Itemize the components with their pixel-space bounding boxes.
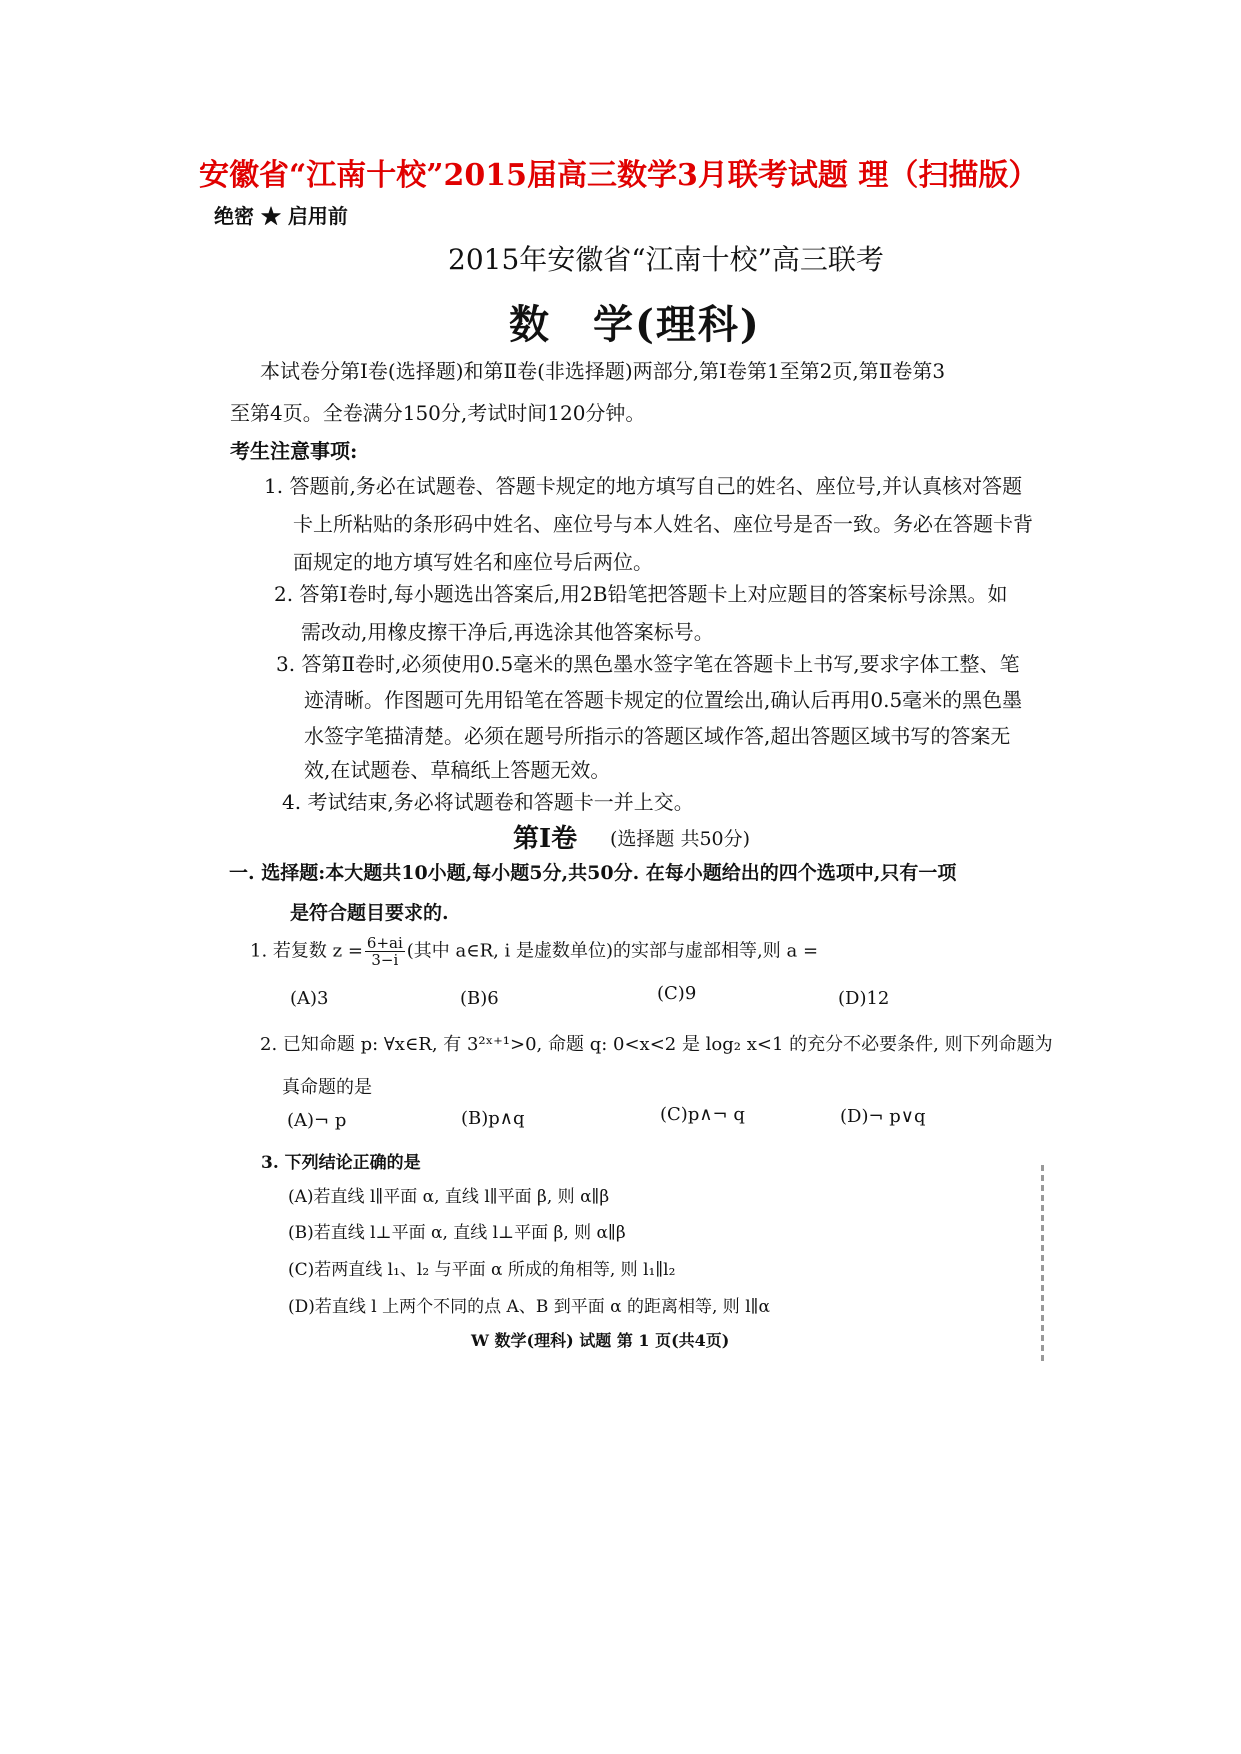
question-3-option-b: (B)若直线 l⊥平面 α, 直线 l⊥平面 β, 则 α∥β bbox=[288, 1223, 626, 1243]
question-1-stem bbox=[250, 935, 818, 968]
question-1-option-d: (D)12 bbox=[838, 988, 890, 1009]
intro-line-2: 至第4页。全卷满分150分,考试时间120分钟。 bbox=[230, 401, 646, 425]
part-1-subtitle: (选择题 共50分) bbox=[610, 828, 751, 850]
page-footer: W 数学(理科) 试题 第 1 页(共4页) bbox=[471, 1331, 730, 1350]
question-1-suffix: (其中 a∈R, i 是虚数单位)的实部与虚部相等,则 a = bbox=[406, 940, 819, 962]
notice-item-3-line-4: 效,在试题卷、草稿纸上答题无效。 bbox=[304, 758, 611, 782]
notice-item-3-line-2: 迹清晰。作图题可先用铅笔在答题卡规定的位置绘出,确认后再用0.5毫米的黑色墨 bbox=[304, 688, 1023, 712]
question-3-option-c: (C)若两直线 l₁、l₂ 与平面 α 所成的角相等, 则 l₁∥l₂ bbox=[288, 1260, 676, 1280]
notice-heading: 考生注意事项: bbox=[230, 439, 358, 463]
part-1-title: 第Ⅰ卷 bbox=[513, 824, 578, 854]
question-1-option-b: (B)6 bbox=[460, 988, 499, 1009]
scan-edge-mark bbox=[1041, 1165, 1044, 1365]
fraction-numerator: 6+ai bbox=[366, 934, 403, 952]
section-1-line-2: 是符合题目要求的. bbox=[290, 902, 449, 924]
subject-title: 数 学(理科) bbox=[509, 301, 761, 348]
question-2-line-1: 2. 已知命题 p: ∀x∈R, 有 3²ˣ⁺¹>0, 命题 q: 0<x<2 是 log₂ x<1 的充分不必要条件, 则下列命题为 bbox=[260, 1034, 1053, 1055]
notice-item-3-line-3: 水签字笔描清楚。必须在题号所指示的答题区域作答,超出答题区域书写的答案无 bbox=[304, 724, 1011, 748]
secret-label: 绝密 ★ 启用前 bbox=[214, 204, 348, 228]
question-1-option-a: (A)3 bbox=[290, 988, 329, 1009]
question-2-option-c: (C)p∧¬ q bbox=[660, 1104, 745, 1125]
question-2-option-b: (B)p∧q bbox=[461, 1108, 525, 1129]
question-1-prefix: 1. 若复数 z = bbox=[250, 940, 363, 962]
question-1-option-c: (C)9 bbox=[657, 983, 697, 1004]
notice-item-1-line-3: 面规定的地方填写姓名和座位号后两位。 bbox=[293, 550, 653, 574]
question-2-option-a: (A)¬ p bbox=[287, 1110, 347, 1131]
section-1-line-1: 一. 选择题:本大题共10小题,每小题5分,共50分. 在每小题给出的四个选项中,只有一项 bbox=[229, 862, 957, 884]
document-title: 安徽省“江南十校”2015届高三数学3月联考试题 理（扫描版） bbox=[199, 158, 1039, 193]
notice-item-3-line-1: 3. 答第Ⅱ卷时,必须使用0.5毫米的黑色墨水签字笔在答题卡上书写,要求字体工整、笔 bbox=[276, 652, 1020, 676]
notice-item-2-line-1: 2. 答第Ⅰ卷时,每小题选出答案后,用2B铅笔把答题卡上对应题目的答案标号涂黑。如 bbox=[274, 582, 1008, 606]
question-2-line-2: 真命题的是 bbox=[282, 1077, 372, 1098]
question-3-option-d: (D)若直线 l 上两个不同的点 A、B 到平面 α 的距离相等, 则 l∥α bbox=[288, 1297, 770, 1317]
notice-item-1-line-1: 1. 答题前,务必在试题卷、答题卡规定的地方填写自己的姓名、座位号,并认真核对答题 bbox=[264, 474, 1023, 498]
question-3-stem: 3. 下列结论正确的是 bbox=[261, 1153, 421, 1173]
notice-item-4: 4. 考试结束,务必将试题卷和答题卡一并上交。 bbox=[282, 790, 694, 814]
intro-line-1: 本试卷分第Ⅰ卷(选择题)和第Ⅱ卷(非选择题)两部分,第Ⅰ卷第1至第2页,第Ⅱ卷第3 bbox=[260, 359, 946, 383]
question-1-fraction bbox=[365, 935, 405, 968]
question-2-option-d: (D)¬ p∨q bbox=[840, 1106, 926, 1127]
fraction-denominator: 3−i bbox=[371, 951, 399, 969]
question-3-option-a: (A)若直线 l∥平面 α, 直线 l∥平面 β, 则 α∥β bbox=[288, 1187, 610, 1207]
exam-name: 2015年安徽省“江南十校”高三联考 bbox=[448, 243, 884, 276]
notice-item-2-line-2: 需改动,用橡皮擦干净后,再选涂其他答案标号。 bbox=[301, 620, 714, 644]
notice-item-1-line-2: 卡上所粘贴的条形码中姓名、座位号与本人姓名、座位号是否一致。务必在答题卡背 bbox=[293, 512, 1033, 536]
